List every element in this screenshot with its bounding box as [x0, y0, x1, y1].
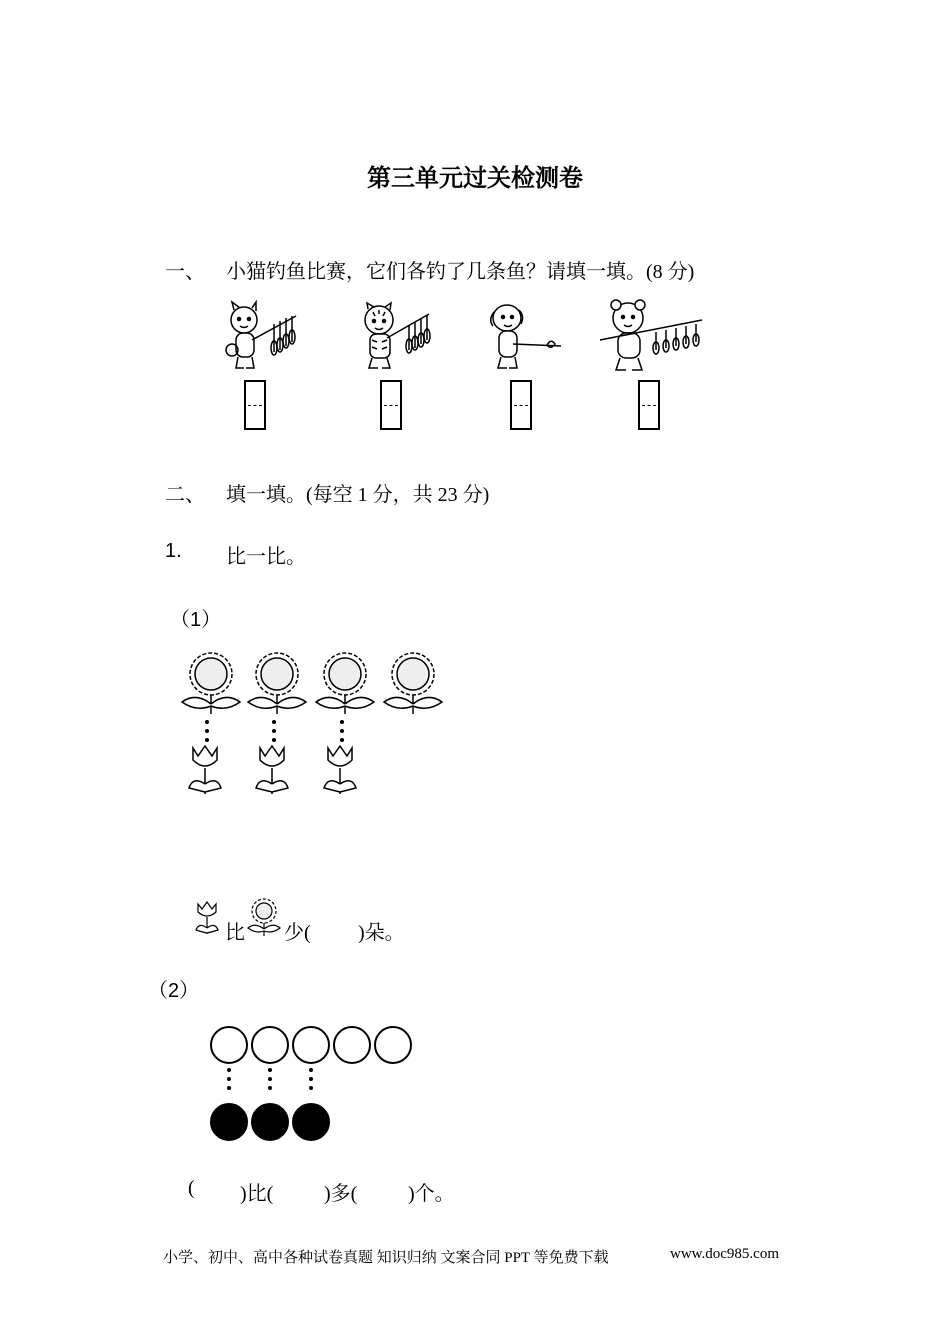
section2-question: 填一填。(每空 1 分，共 23 分) [226, 484, 490, 506]
tiger-icon [357, 300, 437, 375]
sunflower-icon [182, 653, 240, 714]
white-circle [251, 1026, 289, 1064]
part2-answer-blank-3[interactable] [366, 1174, 404, 1200]
answer-box-bear[interactable] [638, 380, 660, 430]
tulip-icon [193, 900, 221, 936]
part1-compare-word: 比 [225, 922, 245, 944]
cat-icon [222, 300, 302, 375]
white-circle [292, 1026, 330, 1064]
white-circle [210, 1026, 248, 1064]
puppy-icon [485, 300, 565, 375]
connector-dots [227, 1068, 231, 1095]
item1-instruction: 比一比。 [226, 546, 306, 568]
sunflower-icon [384, 653, 442, 714]
black-circle [210, 1103, 248, 1141]
part1-label: （1） [170, 609, 222, 631]
sunflower-icon [246, 898, 282, 938]
connector-dots [268, 1068, 272, 1095]
part2-answer-blank-1[interactable] [198, 1174, 236, 1200]
item1-number: 1. [165, 540, 182, 562]
part1-less-text: 少( [284, 922, 311, 944]
black-circle [292, 1103, 330, 1141]
tulip-icon [189, 746, 221, 794]
part2-compare-text: )比( [240, 1183, 274, 1205]
footer-link[interactable]: www.doc985.com [670, 1246, 780, 1262]
answer-box-puppy[interactable] [510, 380, 532, 430]
section1-question: 小猫钓鱼比赛，它们各钓了几条鱼？请填一填。(8 分) [226, 261, 695, 283]
footer-text: 小学、初中、高中各种试卷真题 知识归纳 文案合同 PPT 等免费下载 [163, 1250, 609, 1266]
tulip-row [185, 742, 375, 798]
connector-dots [309, 1068, 313, 1095]
white-circle [374, 1026, 412, 1064]
page-title: 第三单元过关检测卷 [367, 164, 583, 192]
tulip-icon [256, 746, 288, 794]
black-circle [251, 1103, 289, 1141]
part2-unit-text: )个。 [408, 1183, 455, 1205]
part2-label: （2） [148, 980, 200, 1002]
tulip-icon [324, 746, 356, 794]
sunflower-icon [248, 653, 306, 714]
part2-open-paren: ( [188, 1177, 195, 1199]
section1-number: 一、 [165, 261, 205, 283]
sunflower-icon [316, 653, 374, 714]
answer-box-cat[interactable] [244, 380, 266, 430]
answer-box-tiger[interactable] [380, 380, 402, 430]
part1-answer-blank[interactable] [320, 913, 356, 939]
white-circle [333, 1026, 371, 1064]
part2-answer-blank-2[interactable] [282, 1174, 320, 1200]
section2-number: 二、 [165, 484, 205, 506]
sunflower-row [178, 650, 458, 720]
bear-icon [598, 298, 708, 376]
part2-more-text: )多( [324, 1183, 358, 1205]
part1-unit-text: )朵。 [358, 922, 405, 944]
